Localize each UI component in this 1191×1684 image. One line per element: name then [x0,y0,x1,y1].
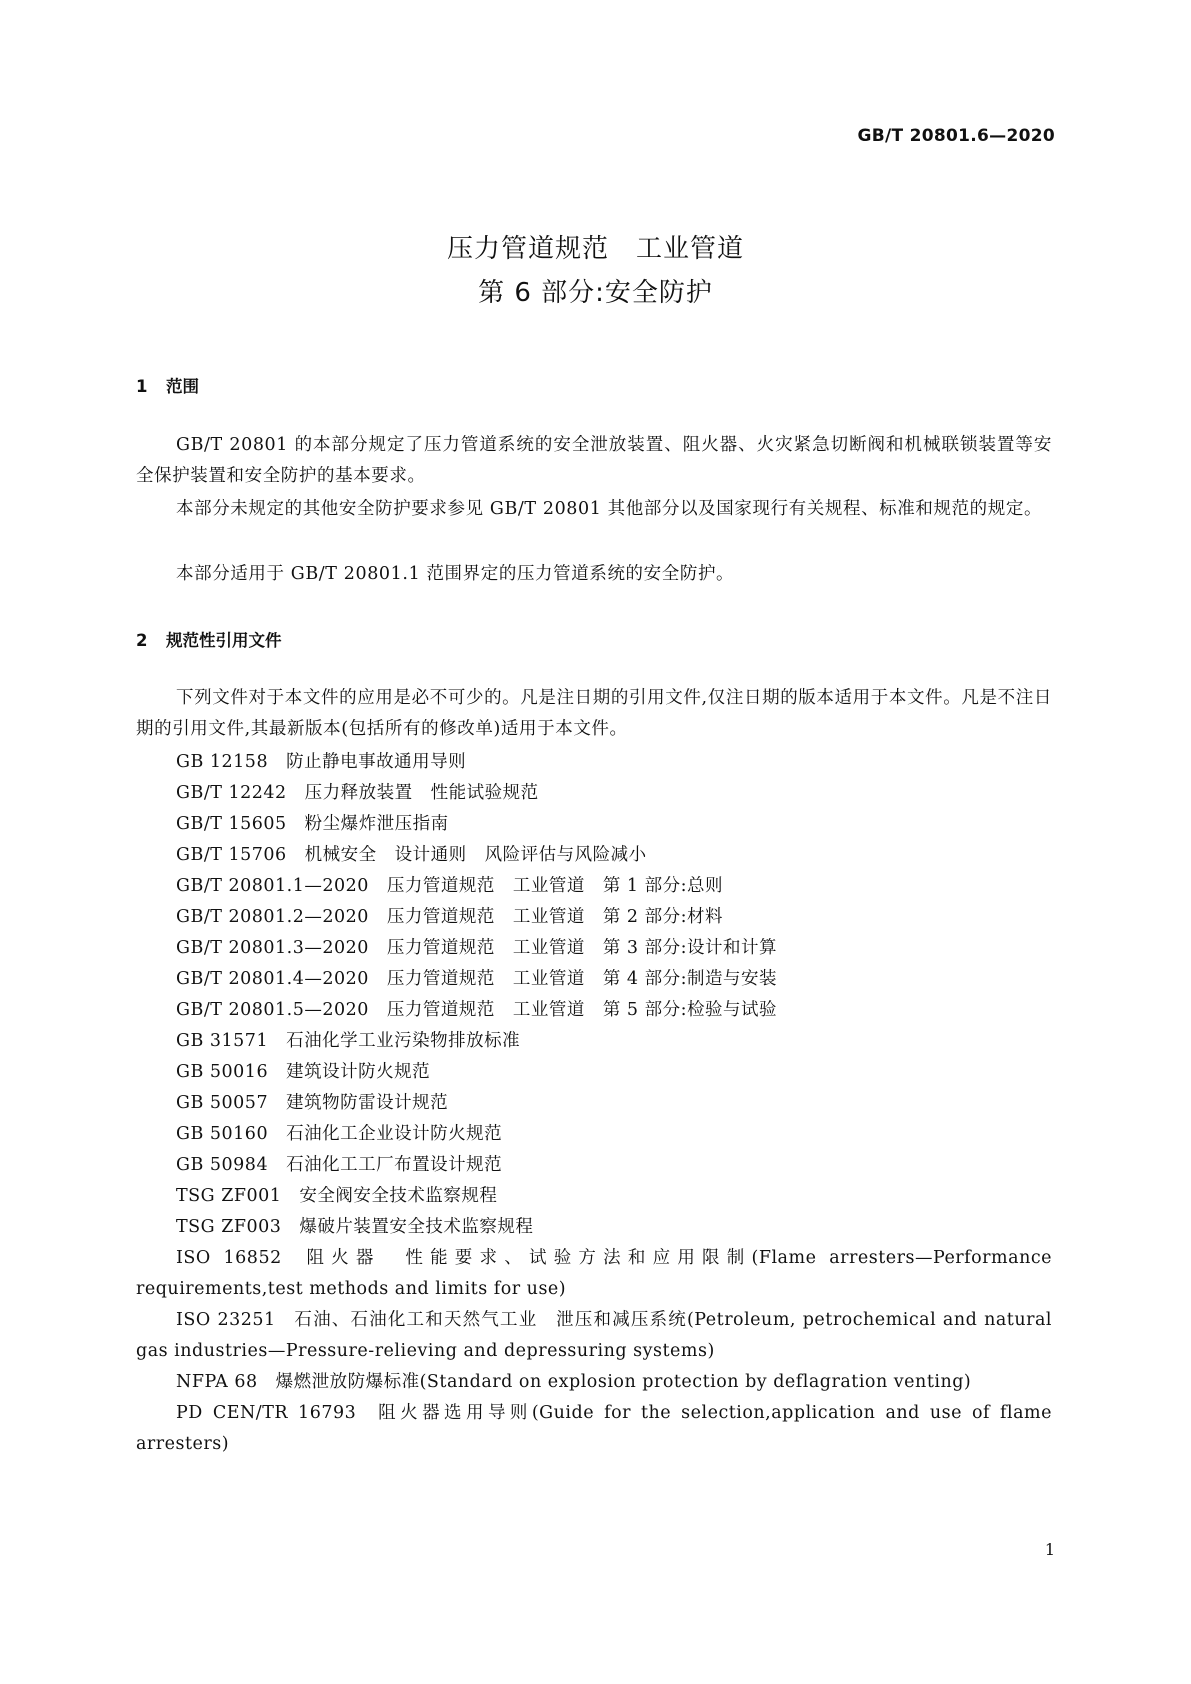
reference-code: GB/T 15706 [176,845,287,865]
reference-title: 爆燃泄放防爆标准(Standard on explosion protection by deflagration venting) [275,1372,972,1392]
reference-title: 压力释放装置 性能试验规范 [304,783,539,803]
reference-item [136,1212,1052,1243]
reference-item [136,809,1052,840]
reference-item [136,933,1052,964]
reference-title: 压力管道规范 工业管道 第 1 部分:总则 [386,876,724,896]
reference-title: 压力管道规范 工业管道 第 2 部分:材料 [386,907,724,927]
reference-code: TSG ZF001 [176,1186,282,1206]
reference-title: 压力管道规范 工业管道 第 3 部分:设计和计算 [386,938,778,958]
reference-title: 石油化工企业设计防火规范 [286,1124,503,1144]
reference-item [136,1119,1052,1150]
reference-title: 压力管道规范 工业管道 第 4 部分:制造与安装 [386,969,778,989]
reference-code: GB/T 20801.4—2020 [176,969,369,989]
reference-item [136,1398,1052,1460]
reference-item [136,1181,1052,1212]
reference-item [136,1088,1052,1119]
reference-list [136,747,1052,1460]
reference-code: GB 50057 [176,1093,269,1113]
reference-code: GB 50016 [176,1062,269,1082]
reference-title: 爆破片装置安全技术监察规程 [299,1217,534,1237]
reference-code: GB 31571 [176,1031,269,1051]
reference-item [136,1243,1052,1305]
reference-item [136,840,1052,871]
reference-code: ISO 16852 [176,1248,282,1268]
section-title: 范围 [166,377,199,396]
document-title-line1: 压力管道规范 工业管道 [446,234,744,264]
reference-code: PD CEN/TR 16793 [176,1403,357,1423]
reference-code: GB 50160 [176,1124,269,1144]
reference-title: 压力管道规范 工业管道 第 5 部分:检验与试验 [386,1000,778,1020]
reference-item [136,1367,1052,1398]
scope-paragraph: 本部分适用于 GB/T 20801.1 范围界定的压力管道系统的安全防护。 [176,564,735,584]
reference-title: 安全阀安全技术监察规程 [299,1186,498,1206]
section-number: 2 [136,631,148,650]
reference-code: GB/T 20801.1—2020 [176,876,369,896]
references-intro-paragraph: 下列文件对于本文件的应用是必不可少的。凡是注日期的引用文件,仅注日期的版本适用于本文件。凡是不注日期的引用文件,其最新版本(包括所有的修改单)适用于本文件。 [136,688,1052,739]
reference-title: 防止静电事故通用导则 [286,752,467,772]
reference-title: 石油化工工厂布置设计规范 [286,1155,503,1175]
page-number: 1 [1044,1540,1055,1559]
reference-code: GB 12158 [176,752,269,772]
document-title-line2: 第 6 部分:安全防护 [478,278,713,308]
reference-title: 阻火器 性能要求、试验方法和应用限制(Flame arresters—Performance requirements,test methods and limits for use) [136,1248,1053,1299]
reference-code: TSG ZF003 [176,1217,282,1237]
reference-item [136,1305,1052,1367]
reference-item [136,778,1052,809]
reference-item [136,1026,1052,1057]
scope-paragraph: 本部分未规定的其他安全防护要求参见 GB/T 20801 其他部分以及国家现行有关规程、标准和规范的规定。 [176,499,1043,519]
section-heading-scope [136,373,199,397]
reference-item [136,871,1052,902]
reference-item [136,1150,1052,1181]
reference-title: 建筑设计防火规范 [286,1062,431,1082]
reference-title: 石油化学工业污染物排放标准 [286,1031,521,1051]
reference-item [136,995,1052,1026]
reference-title: 阻火器选用导则(Guide for the selection,application and use of flame arresters) [136,1403,1052,1454]
standard-code: GB/T 20801.6—2020 [857,126,1055,146]
reference-code: GB/T 20801.3—2020 [176,938,369,958]
section-heading-normative-references [136,627,282,651]
section-number: 1 [136,377,148,396]
reference-code: GB/T 15605 [176,814,287,834]
reference-code: GB/T 20801.5—2020 [176,1000,369,1020]
reference-code: GB 50984 [176,1155,269,1175]
reference-code: GB/T 20801.2—2020 [176,907,369,927]
reference-item [136,964,1052,995]
reference-title: 粉尘爆炸泄压指南 [304,814,449,834]
reference-title: 石油、石油化工和天然气工业 泄压和减压系统(Petroleum, petrochemical and natural gas industries—Pressure-relieving and depressuring systems) [136,1310,1052,1361]
reference-item [136,1057,1052,1088]
reference-code: NFPA 68 [176,1372,258,1392]
section-title: 规范性引用文件 [166,631,282,650]
reference-item [136,902,1052,933]
reference-title: 建筑物防雷设计规范 [286,1093,449,1113]
reference-code: GB/T 12242 [176,783,287,803]
reference-code: ISO 23251 [176,1310,276,1330]
scope-paragraph: GB/T 20801 的本部分规定了压力管道系统的安全泄放装置、阻火器、火灾紧急切断阀和机械联锁装置等安全保护装置和安全防护的基本要求。 [136,435,1052,486]
reference-title: 机械安全 设计通则 风险评估与风险减小 [304,845,647,865]
reference-item [136,747,1052,778]
